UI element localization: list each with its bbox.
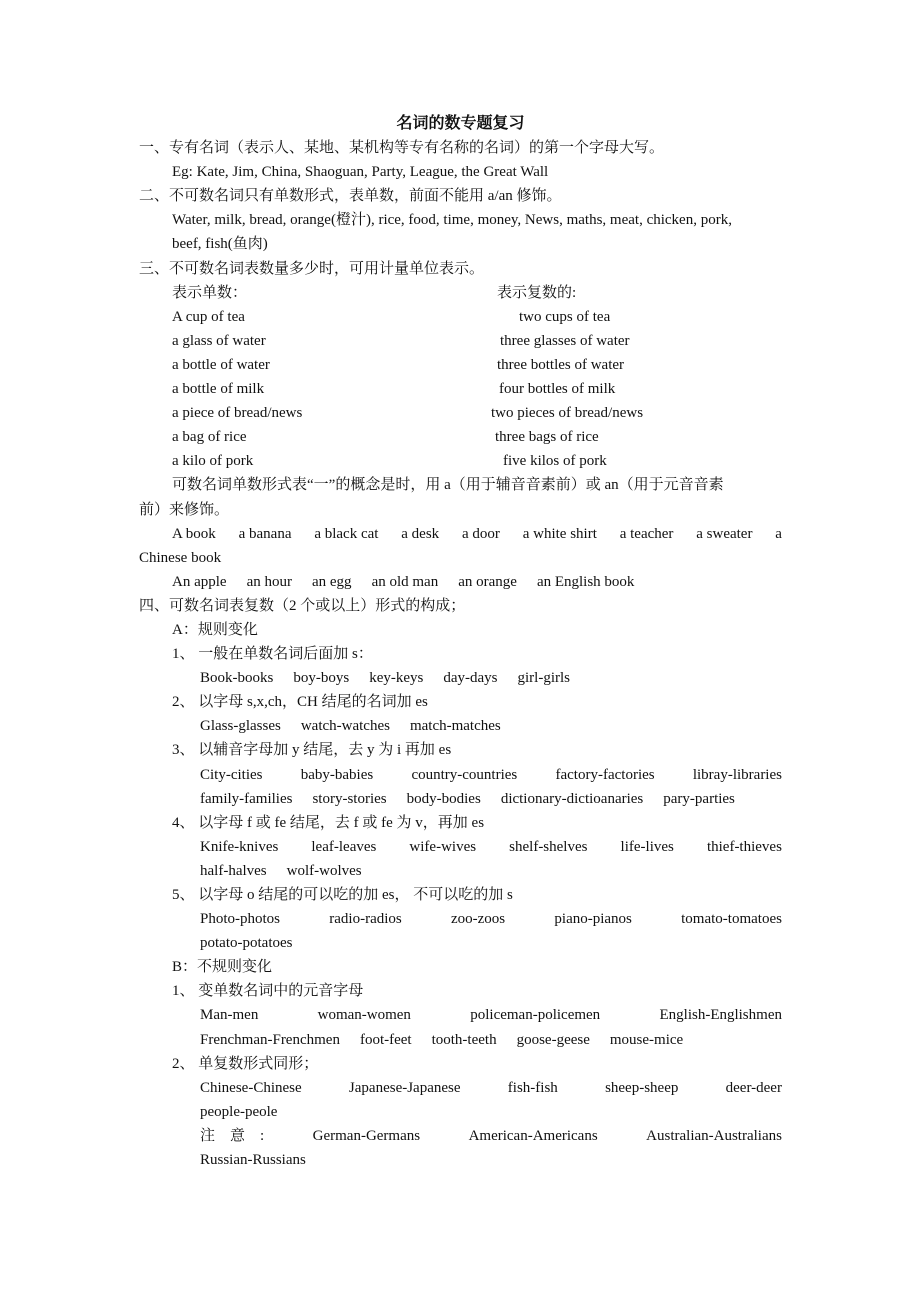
word-pair: City-cities	[200, 766, 263, 783]
plural-phrase: two pieces of bread/news	[491, 405, 644, 422]
measure-row	[139, 305, 782, 329]
example-word: a banana	[238, 525, 292, 542]
word-pair: wife-wives	[409, 838, 477, 855]
word-pair: thief-thieves	[706, 838, 782, 855]
note-item: German-Germans	[312, 1127, 421, 1144]
an-examples	[139, 570, 782, 594]
word-pair: Book-books	[200, 670, 274, 687]
word-pair: life-lives	[620, 838, 674, 855]
article-rule: 可数名词单数形式表“一”的概念是时，用 a（用于辅音音素前）或 an（用于元音音素	[172, 477, 724, 494]
word-pair: Chinese-Chinese	[200, 1079, 302, 1096]
section-2-words-cont: beef, fish(鱼肉)	[172, 236, 268, 253]
example-word: an old man	[371, 573, 439, 590]
plural-phrase: three glasses of water	[500, 332, 630, 349]
word-pair-line	[139, 1076, 782, 1100]
word-pair-line	[139, 931, 782, 955]
example-word: an hour	[246, 573, 292, 590]
measure-row	[139, 353, 782, 377]
word-pair-line	[139, 835, 782, 859]
example-word: a desk	[401, 525, 440, 542]
word-pair-line	[139, 787, 782, 811]
word-pair-line	[139, 1028, 782, 1052]
example-word: a door	[462, 525, 500, 542]
word-pair: policeman-policemen	[470, 1007, 601, 1024]
word-pair: body-bodies	[406, 790, 481, 807]
word-pair: goose-geese	[516, 1031, 590, 1048]
example-word: A book	[172, 525, 216, 542]
word-pair: radio-radios	[329, 911, 402, 928]
word-pair: baby-babies	[300, 766, 374, 783]
section-2-heading: 二、不可数名词只有单数形式，表单数，前面不能用 a/an 修饰。	[139, 188, 562, 205]
singular-phrase: a bag of rice	[172, 429, 247, 446]
word-pair: mouse-mice	[609, 1031, 684, 1048]
page-title: 名词的数专题复习	[396, 115, 525, 132]
example-word: a teacher	[619, 525, 674, 542]
plural-phrase: five kilos of pork	[503, 453, 607, 470]
word-pair-line	[139, 763, 782, 787]
col-singular-header: 表示单数：	[172, 284, 248, 301]
word-pair: people-peole	[200, 1103, 278, 1120]
word-pair: Photo-photos	[200, 911, 281, 928]
plural-phrase: four bottles of milk	[499, 381, 616, 398]
example-word: an orange	[458, 573, 517, 590]
col-plural-header: 表示复数的:	[497, 284, 577, 301]
word-pair-line	[139, 859, 782, 883]
word-pair: leaf-leaves	[311, 838, 377, 855]
word-pair: sheep-sheep	[605, 1079, 679, 1096]
word-pair: foot-feet	[359, 1031, 412, 1048]
word-pair: fish-fish	[507, 1079, 558, 1096]
word-pair: Knife-knives	[200, 838, 279, 855]
section-3-heading: 三、不可数名词表数量多少时，可用计量单位表示。	[139, 260, 485, 277]
word-pair-line	[139, 714, 782, 738]
word-pair: watch-watches	[300, 718, 390, 735]
measure-row	[139, 377, 782, 401]
rule-label: 2、 单复数形式同形；	[172, 1055, 319, 1072]
word-pair: girl-girls	[517, 670, 570, 687]
word-pair: boy-boys	[293, 670, 350, 687]
word-pair: libray-libraries	[692, 766, 782, 783]
word-pair: Man-men	[200, 1007, 259, 1024]
rule-label: 4、 以字母 f 或 fe 结尾，去 f 或 fe 为 v，再加 es	[172, 814, 485, 831]
example-word: a black cat	[314, 525, 379, 542]
word-pair-line	[139, 1100, 782, 1124]
rule-label: 5、 以字母 o 结尾的可以吃的加 es， 不可以吃的加 s	[172, 887, 513, 903]
note-line-cont: Russian-Russians	[200, 1152, 306, 1169]
note-item: Australian-Australians	[646, 1127, 782, 1144]
word-pair: Glass-glasses	[200, 718, 281, 735]
example-word: an English book	[536, 573, 635, 590]
irregular-rules	[139, 979, 782, 1124]
measure-row	[139, 425, 782, 449]
singular-phrase: a glass of water	[172, 332, 266, 349]
rule-label: 1、 变单数名词中的元音字母	[172, 983, 364, 1000]
word-pair: deer-deer	[725, 1079, 782, 1096]
word-pair: key-keys	[369, 670, 424, 687]
measure-row	[139, 401, 782, 425]
plural-phrase: three bags of rice	[495, 429, 599, 446]
rule-label: 3、 以辅音字母加 y 结尾，去 y 为 i 再加 es	[172, 742, 452, 759]
word-pair: potato-potatoes	[200, 935, 293, 952]
singular-phrase: a piece of bread/news	[172, 405, 303, 422]
plural-phrase: three bottles of water	[497, 356, 625, 373]
irregular-change-label: B：不规则变化	[172, 959, 273, 976]
example-word: a sweater	[696, 525, 753, 542]
singular-phrase: a bottle of water	[172, 356, 270, 373]
example-word: a white shirt	[522, 525, 597, 542]
word-pair: dictionary-dictioanaries	[500, 790, 644, 807]
word-pair: English-Englishmen	[659, 1007, 782, 1024]
word-pair: zoo-zoos	[451, 911, 506, 928]
note-item: American-Americans	[468, 1127, 598, 1144]
word-pair: woman-women	[317, 1007, 411, 1024]
word-pair: story-stories	[312, 790, 387, 807]
word-pair: country-countries	[411, 766, 518, 783]
word-pair: Frenchman-Frenchmen	[200, 1031, 340, 1048]
word-pair: wolf-wolves	[286, 862, 362, 879]
word-pair: Japanese-Japanese	[348, 1079, 461, 1096]
measure-row	[139, 329, 782, 353]
word-pair: day-days	[443, 670, 498, 687]
word-pair: shelf-shelves	[509, 838, 588, 855]
article-rule-cont: 前）来修饰。	[139, 501, 230, 518]
plural-phrase: two cups of tea	[519, 308, 611, 325]
word-pair: match-matches	[409, 718, 501, 735]
singular-phrase: a bottle of milk	[172, 381, 265, 398]
singular-phrase: A cup of tea	[172, 308, 245, 325]
regular-rules	[139, 642, 782, 955]
word-pair-line	[139, 1003, 782, 1027]
measure-row	[139, 449, 782, 473]
word-pair: piano-pianos	[554, 911, 632, 928]
word-pair: tomato-tomatoes	[681, 911, 782, 928]
singular-phrase: a kilo of pork	[172, 453, 254, 470]
example-word: a	[775, 525, 782, 542]
word-pair: factory-factories	[555, 766, 655, 783]
rule-label: 2、 以字母 s,x,ch，CH 结尾的名词加 es	[172, 694, 428, 711]
word-pair: half-halves	[200, 862, 267, 879]
rule-label: 1、 一般在单数名词后面加 s：	[172, 646, 373, 663]
word-pair-line	[139, 666, 782, 690]
example-word: An apple	[172, 573, 227, 590]
word-pair: tooth-teeth	[431, 1031, 497, 1048]
a-examples-cont: Chinese book	[139, 549, 222, 566]
measure-table	[139, 305, 782, 474]
section-1-heading: 一、专有名词（表示人、某地、某机构等专有名称的名词）的第一个字母大写。	[139, 140, 665, 157]
regular-change-label: A：规则变化	[172, 621, 258, 638]
note-line	[139, 1124, 782, 1148]
section-2-words: Water, milk, bread, orange(橙汁), rice, food, time, money, News, maths, meat, chicken, pork,	[172, 212, 732, 229]
example-word: an egg	[311, 573, 352, 590]
note-item: 注 意 :	[200, 1127, 265, 1144]
section-1-example: Eg: Kate, Jim, China, Shaoguan, Party, League, the Great Wall	[172, 164, 549, 181]
document-page	[139, 112, 782, 1172]
a-examples	[139, 522, 782, 546]
section-4-heading: 四、可数名词表复数（2 个或以上）形式的构成；	[139, 597, 466, 614]
word-pair-line	[139, 907, 782, 931]
measure-table-header	[139, 281, 782, 305]
word-pair: family-families	[200, 790, 293, 807]
word-pair: pary-parties	[663, 790, 735, 807]
